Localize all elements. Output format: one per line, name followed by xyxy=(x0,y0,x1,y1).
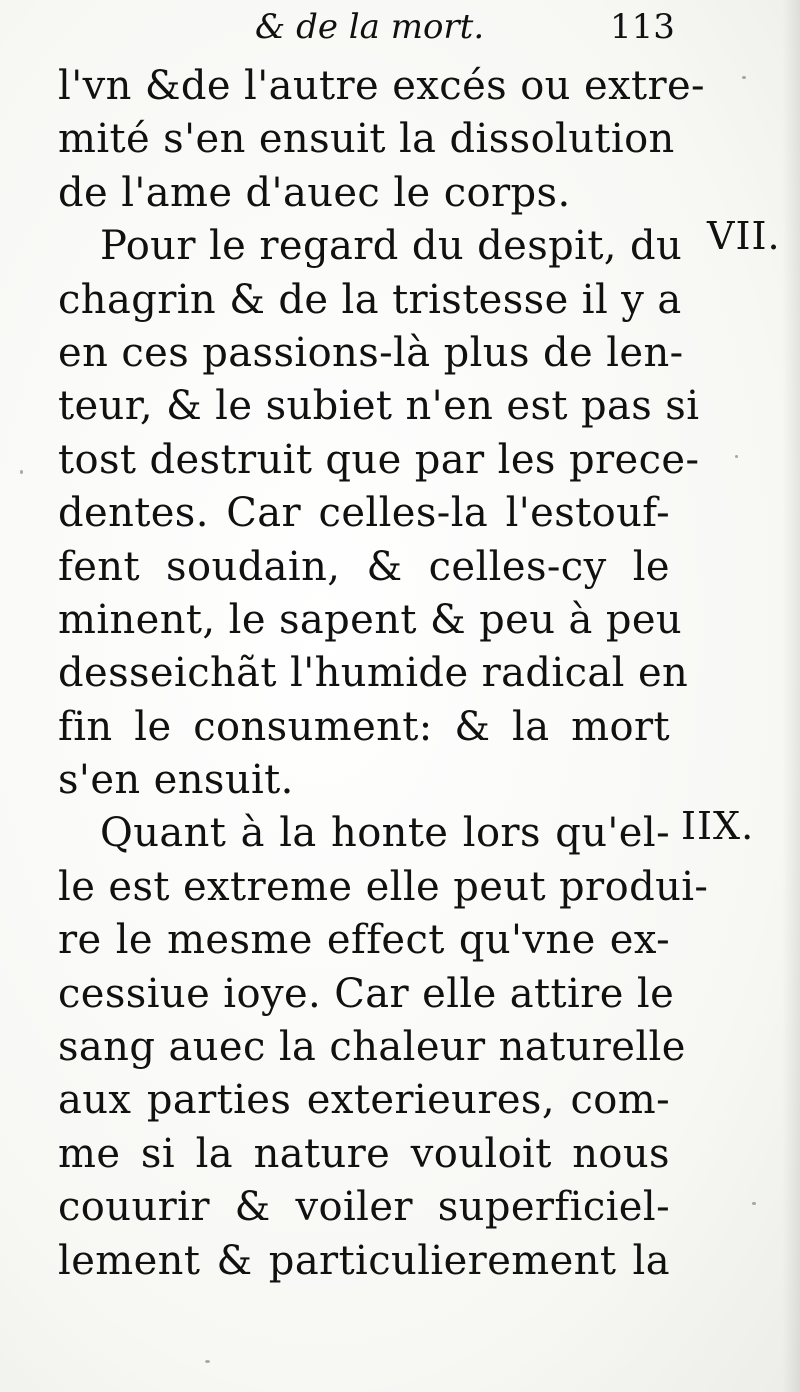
text-line: lement & particulierement la xyxy=(58,1237,670,1284)
text-line: le est extreme elle peut produi- xyxy=(58,863,709,910)
text-line: couurir & voiler superficiel- xyxy=(58,1184,670,1231)
text-line: dentes. Car celles-la l'estouf- xyxy=(58,490,670,537)
text-line: me si la nature vouloit nous xyxy=(58,1130,670,1177)
text-line: mité s'en ensuit la dissolution xyxy=(58,116,675,163)
text-line: fin le consument: & la mort xyxy=(58,703,670,750)
text-line: re le mesme effect qu'vne ex- xyxy=(58,917,670,964)
text-line: s'en ensuit. xyxy=(58,757,294,804)
running-header xyxy=(255,2,675,52)
paper-speck xyxy=(20,470,23,474)
text-line: sang auec la chaleur naturelle xyxy=(58,1024,686,1071)
paragraph-first-line: Quant à la honte lors qu'el- xyxy=(100,810,670,857)
text-line: en ces passions-là plus de len- xyxy=(58,329,684,376)
text-line: fent soudain, & celles-cy le xyxy=(58,543,670,590)
marginal-note: IIX. xyxy=(681,804,755,848)
text-line: teur, & le subiet n'en est pas si xyxy=(58,383,700,430)
text-line: de l'ame d'auec le corps. xyxy=(58,169,571,216)
paper-speck xyxy=(735,455,738,458)
page-number: 113 xyxy=(610,7,675,47)
text-line: tost destruit que par les prece- xyxy=(58,436,700,483)
text-line: minent, le sapent & peu à peu xyxy=(58,596,683,643)
running-title: & de la mort. xyxy=(255,7,485,47)
paper-speck xyxy=(205,1360,210,1363)
page-edge-shadow xyxy=(782,0,800,1392)
text-line: l'vn &de l'autre excés ou extre- xyxy=(58,63,705,109)
paper-speck xyxy=(742,76,746,79)
text-line: desseichãt l'humide radical en xyxy=(58,650,689,697)
body-text xyxy=(58,60,709,1288)
marginal-note: VII. xyxy=(707,214,781,258)
paragraph-first-line: Pour le regard du despit, du xyxy=(100,223,683,270)
paper-speck xyxy=(752,1202,756,1205)
text-line: cessiue ioye. Car elle attire le xyxy=(58,970,675,1017)
text-line: chagrin & de la tristesse il y a xyxy=(58,276,682,323)
text-line: aux parties exterieures, com- xyxy=(58,1077,670,1124)
